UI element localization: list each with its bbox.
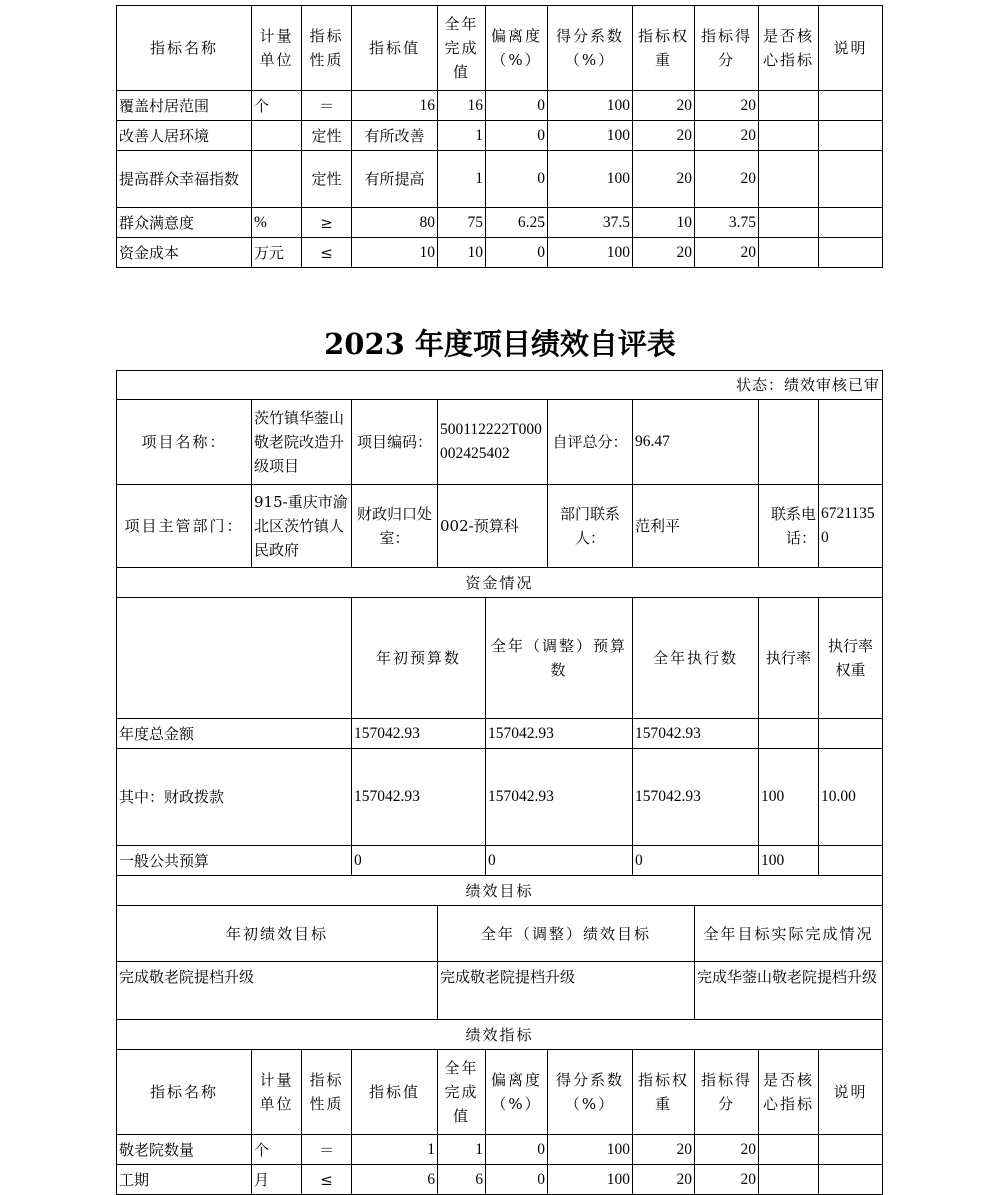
cell-name: 提高群众幸福指数 <box>117 151 252 208</box>
table-row <box>117 1135 883 1165</box>
cell-coefficient: 100 <box>548 238 633 268</box>
header-cell: 指标性质 <box>302 6 352 91</box>
funds-initial: 157042.93 <box>352 719 486 749</box>
section-title: 资金情况 <box>117 568 883 598</box>
funds-rate-weight: 10.00 <box>819 749 883 846</box>
status-row <box>117 371 883 400</box>
self-score-label: 自评总分： <box>548 400 633 485</box>
cell-done: 10 <box>438 238 486 268</box>
table-row <box>117 238 883 268</box>
cell-deviation: 0 <box>486 1135 548 1165</box>
funds-header-row <box>117 598 883 719</box>
funds-adjusted: 157042.93 <box>486 719 633 749</box>
goals-header-row <box>117 906 883 962</box>
header-cell: 全年完成值 <box>438 1050 486 1135</box>
cell-done: 75 <box>438 208 486 238</box>
cell-name: 覆盖村居范围 <box>117 91 252 121</box>
cell-note <box>819 91 883 121</box>
funds-row <box>117 749 883 846</box>
cell-core <box>759 151 819 208</box>
cell-deviation: 0 <box>486 91 548 121</box>
goals-section-row <box>117 876 883 906</box>
table-header-row <box>117 6 883 91</box>
cell-note <box>819 1165 883 1195</box>
cell-core <box>759 91 819 121</box>
header-cell: 计量单位 <box>252 1050 302 1135</box>
cell-score: 20 <box>695 1135 759 1165</box>
cell-deviation: 6.25 <box>486 208 548 238</box>
project-name: 茨竹镇华蓥山敬老院改造升级项目 <box>252 400 352 485</box>
header-cell <box>117 598 352 719</box>
cell-unit: 万元 <box>252 238 302 268</box>
contact-label: 部门联系人： <box>548 485 633 568</box>
section-title: 绩效指标 <box>117 1020 883 1050</box>
initial-goal: 完成敬老院提档升级 <box>117 962 438 1020</box>
project-row <box>117 400 883 485</box>
header-cell: 偏离度（%） <box>486 6 548 91</box>
cell-unit: 个 <box>252 1135 302 1165</box>
cell-core <box>759 208 819 238</box>
cell-unit: % <box>252 208 302 238</box>
department-row <box>117 485 883 568</box>
top-indicator-table <box>116 5 883 268</box>
header-cell: 指标权重 <box>633 6 695 91</box>
cell-core <box>759 121 819 151</box>
cell-done: 1 <box>438 121 486 151</box>
cell-done: 16 <box>438 91 486 121</box>
cell-score: 20 <box>695 121 759 151</box>
header-cell: 年初预算数 <box>352 598 486 719</box>
contact-person: 范利平 <box>633 485 759 568</box>
table-row <box>117 91 883 121</box>
header-cell: 全年完成值 <box>438 6 486 91</box>
cell-coefficient: 100 <box>548 91 633 121</box>
header-cell: 指标值 <box>352 1050 438 1135</box>
section-title: 绩效目标 <box>117 876 883 906</box>
header-cell: 全年执行数 <box>633 598 759 719</box>
header-cell: 是否核心指标 <box>759 1050 819 1135</box>
cell-weight: 20 <box>633 238 695 268</box>
cell-nature: ≤ <box>302 238 352 268</box>
cell-note <box>819 121 883 151</box>
goals-row <box>117 962 883 1020</box>
cell-core <box>759 238 819 268</box>
cell-core <box>759 1165 819 1195</box>
project-code-label: 项目编码： <box>352 400 438 485</box>
header-cell: 全年（调整）预算数 <box>486 598 633 719</box>
cell-weight: 20 <box>633 91 695 121</box>
status-text: 状态：绩效审核已审 <box>117 371 883 400</box>
cell-coefficient: 100 <box>548 1165 633 1195</box>
cell-weight: 20 <box>633 1135 695 1165</box>
header-cell: 指标性质 <box>302 1050 352 1135</box>
cell-coefficient: 100 <box>548 1135 633 1165</box>
funds-rate <box>759 719 819 749</box>
funds-rate-weight <box>819 719 883 749</box>
cell-note <box>819 1135 883 1165</box>
header-cell: 指标值 <box>352 6 438 91</box>
header-cell: 偏离度（%） <box>486 1050 548 1135</box>
cell-target: 有所提高 <box>352 151 438 208</box>
cell-target: 1 <box>352 1135 438 1165</box>
header-cell: 全年（调整）绩效目标 <box>438 906 695 962</box>
cell-weight: 20 <box>633 151 695 208</box>
funds-label: 一般公共预算 <box>117 846 352 876</box>
header-cell: 指标权重 <box>633 1050 695 1135</box>
phone-label: 联系电话： <box>759 485 819 568</box>
funds-section-row <box>117 568 883 598</box>
header-cell: 执行率 <box>759 598 819 719</box>
cell-deviation: 0 <box>486 238 548 268</box>
table-row <box>117 208 883 238</box>
cell-name: 敬老院数量 <box>117 1135 252 1165</box>
department: 915-重庆市渝北区茨竹镇人民政府 <box>252 485 352 568</box>
funds-label: 其中：财政拨款 <box>117 749 352 846</box>
header-cell: 说明 <box>819 1050 883 1135</box>
table-row <box>117 1165 883 1195</box>
cell-score: 20 <box>695 91 759 121</box>
funds-rate: 100 <box>759 749 819 846</box>
cell-note <box>819 238 883 268</box>
funds-row <box>117 846 883 876</box>
cell-note <box>819 151 883 208</box>
cell-coefficient: 100 <box>548 151 633 208</box>
cell-score: 3.75 <box>695 208 759 238</box>
cell-done: 1 <box>438 151 486 208</box>
cell-deviation: 0 <box>486 151 548 208</box>
actual-completion: 完成华蓥山敬老院提档升级 <box>695 962 883 1020</box>
header-cell: 指标名称 <box>117 6 252 91</box>
cell-nature: ≥ <box>302 208 352 238</box>
empty-cell <box>759 400 819 485</box>
cell-unit <box>252 151 302 208</box>
header-cell: 计量单位 <box>252 6 302 91</box>
header-cell: 指标得分 <box>695 1050 759 1135</box>
table-row <box>117 121 883 151</box>
funds-rate: 100 <box>759 846 819 876</box>
empty-cell <box>819 400 883 485</box>
cell-weight: 10 <box>633 208 695 238</box>
project-name-label: 项目名称： <box>117 400 252 485</box>
self-score: 96.47 <box>633 400 759 485</box>
funds-executed: 0 <box>633 846 759 876</box>
cell-done: 1 <box>438 1135 486 1165</box>
header-cell: 指标得分 <box>695 6 759 91</box>
cell-name: 工期 <box>117 1165 252 1195</box>
cell-nature: 定性 <box>302 121 352 151</box>
funds-initial: 157042.93 <box>352 749 486 846</box>
cell-coefficient: 37.5 <box>548 208 633 238</box>
cell-score: 20 <box>695 151 759 208</box>
project-code: 500112222T000002425402 <box>438 400 548 485</box>
header-cell: 全年目标实际完成情况 <box>695 906 883 962</box>
cell-deviation: 0 <box>486 121 548 151</box>
table-row <box>117 151 883 208</box>
cell-unit <box>252 121 302 151</box>
cell-target: 80 <box>352 208 438 238</box>
cell-target: 6 <box>352 1165 438 1195</box>
cell-target: 有所改善 <box>352 121 438 151</box>
phone-number: 67211350 <box>819 485 883 568</box>
cell-target: 16 <box>352 91 438 121</box>
table-header-row <box>117 1050 883 1135</box>
indicators-section-row <box>117 1020 883 1050</box>
cell-name: 改善人居环境 <box>117 121 252 151</box>
cell-weight: 20 <box>633 1165 695 1195</box>
evaluation-table <box>116 370 883 1195</box>
funds-executed: 157042.93 <box>633 749 759 846</box>
header-cell: 得分系数（%） <box>548 6 633 91</box>
cell-done: 6 <box>438 1165 486 1195</box>
cell-weight: 20 <box>633 121 695 151</box>
department-label: 项目主管部门： <box>117 485 252 568</box>
header-cell: 年初绩效目标 <box>117 906 438 962</box>
cell-target: 10 <box>352 238 438 268</box>
funds-executed: 157042.93 <box>633 719 759 749</box>
cell-coefficient: 100 <box>548 121 633 151</box>
cell-nature: 定性 <box>302 151 352 208</box>
cell-nature: ＝ <box>302 1135 352 1165</box>
funds-label: 年度总金额 <box>117 719 352 749</box>
finance-office: 002-预算科 <box>438 485 548 568</box>
page-title: 2023 年度项目绩效自评表 <box>324 327 676 361</box>
funds-adjusted: 157042.93 <box>486 749 633 846</box>
cell-score: 20 <box>695 238 759 268</box>
header-cell: 是否核心指标 <box>759 6 819 91</box>
funds-initial: 0 <box>352 846 486 876</box>
cell-name: 群众满意度 <box>117 208 252 238</box>
header-cell: 得分系数（%） <box>548 1050 633 1135</box>
cell-score: 20 <box>695 1165 759 1195</box>
cell-core <box>759 1135 819 1165</box>
cell-name: 资金成本 <box>117 238 252 268</box>
funds-adjusted: 0 <box>486 846 633 876</box>
funds-rate-weight <box>819 846 883 876</box>
header-cell: 执行率权重 <box>819 598 883 719</box>
cell-deviation: 0 <box>486 1165 548 1195</box>
cell-nature: ＝ <box>302 91 352 121</box>
cell-unit: 月 <box>252 1165 302 1195</box>
cell-note <box>819 208 883 238</box>
cell-nature: ≤ <box>302 1165 352 1195</box>
header-cell: 指标名称 <box>117 1050 252 1135</box>
header-cell: 说明 <box>819 6 883 91</box>
finance-office-label: 财政归口处室： <box>352 485 438 568</box>
cell-unit: 个 <box>252 91 302 121</box>
funds-row <box>117 719 883 749</box>
adjusted-goal: 完成敬老院提档升级 <box>438 962 695 1020</box>
